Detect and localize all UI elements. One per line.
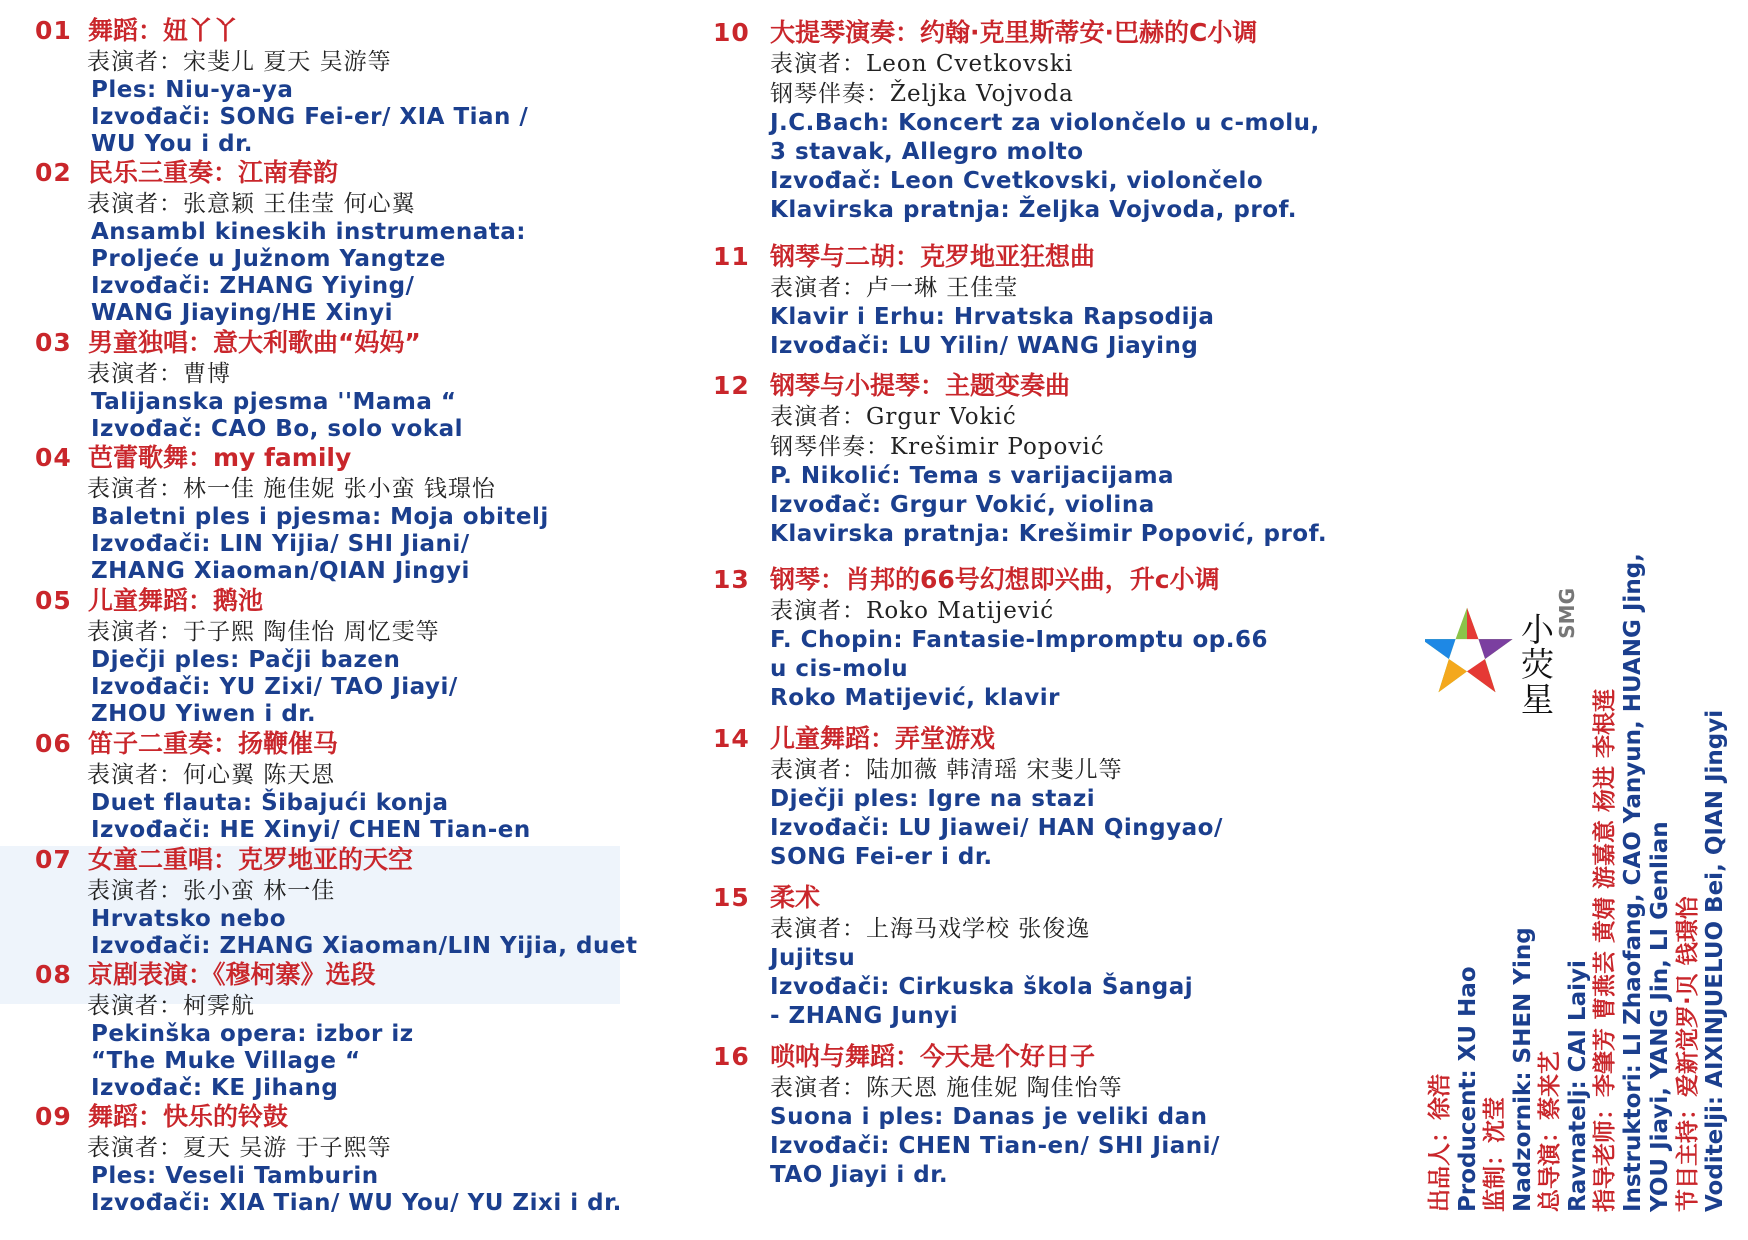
item-title: 儿童舞蹈：弄堂游戏 <box>770 724 996 753</box>
item-performers: 表演者：宋斐儿 夏天 吴游等 <box>87 49 392 75</box>
item-performers: 表演者：何心翼 陈天恩 <box>87 762 336 788</box>
item-number: 10 <box>713 18 750 47</box>
item-line: TAO Jiayi i dr. <box>770 1162 949 1188</box>
item-line: ZHOU Yiwen i dr. <box>91 701 317 727</box>
item-line: Izvođač: CAO Bo, solo vokal <box>91 416 464 442</box>
item-performers: 表演者：上海马戏学校 张俊逸 <box>770 916 1091 942</box>
item-number: 15 <box>713 883 750 912</box>
item-number: 12 <box>713 371 750 400</box>
item-performers: 表演者：Grgur Vokić <box>770 404 1017 430</box>
item-number: 11 <box>713 242 750 271</box>
item-line: Ples: Veseli Tamburin <box>91 1163 379 1189</box>
program-item-08 <box>0 958 414 1102</box>
item-performers: 表演者：柯霁航 <box>87 993 255 1019</box>
item-title: 钢琴：肖邦的66号幻想即兴曲，升c小调 <box>770 565 1220 594</box>
item-line: Suona i ples: Danas je veliki dan <box>770 1104 1208 1130</box>
item-accompanist: 钢琴伴奏：Željka Vojvoda <box>770 81 1074 107</box>
item-line: Proljeće u Južnom Yangtze <box>91 246 446 272</box>
credit-line: 节目主持：爱新觉罗·贝 钱璟怡 <box>1674 896 1701 1212</box>
item-line: Izvođač: Grgur Vokić, violina <box>770 492 1155 518</box>
credit-line: Producent: XU Hao <box>1454 966 1481 1212</box>
credit-line: Voditelji: AIXINJUELUO Bei, QIAN Jingyi <box>1702 709 1728 1212</box>
item-line: J.C.Bach: Koncert za violončelo u c-molu, <box>770 110 1320 136</box>
item-number: 13 <box>713 565 750 594</box>
credit-line: Nadzornik: SHEN Ying <box>1509 927 1536 1212</box>
item-line: Izvođači: LIN Yijia/ SHI Jiani/ <box>91 531 470 557</box>
item-line: P. Nikolić: Tema s varijacijama <box>770 463 1175 489</box>
credit-line: 出品人：徐浩 <box>1427 1074 1453 1212</box>
item-performers: 表演者：林一佳 施佳妮 张小蛮 钱璟怡 <box>87 476 496 502</box>
program-item-06 <box>0 727 531 844</box>
program-item-02 <box>0 156 526 327</box>
item-line: Izvođači: XIA Tian/ WU You/ YU Zixi i dr. <box>91 1190 622 1216</box>
item-performers: 表演者：卢一琳 王佳莹 <box>770 275 1019 301</box>
item-line: Izvođači: ZHANG Yiying/ <box>91 273 415 299</box>
credit-line: 总导演：蔡来艺 <box>1537 1051 1563 1212</box>
item-performers: 表演者：张意颖 王佳莹 何心翼 <box>87 191 416 217</box>
program-item-01 <box>0 14 528 158</box>
item-line: ZHANG Xiaoman/QIAN Jingyi <box>91 558 470 584</box>
item-title: 女童二重唱：克罗地亚的天空 <box>88 845 414 874</box>
item-title: 钢琴与二胡：克罗地亚狂想曲 <box>770 242 1096 271</box>
item-performers: 表演者：陈天恩 施佳妮 陶佳怡等 <box>770 1075 1123 1101</box>
program-item-16 <box>713 1040 1220 1190</box>
program-item-13 <box>713 563 1268 713</box>
credit-line: 监制：沈莹 <box>1482 1097 1508 1212</box>
item-line: - ZHANG Junyi <box>770 1003 959 1029</box>
program-item-15 <box>713 881 1193 1031</box>
program-item-09 <box>0 1100 622 1217</box>
item-title: 民乐三重奏：江南春韵 <box>88 158 339 187</box>
credit-line: 指导老师：李肇芳 曹燕芸 黄婧 游嘉意 杨进 李根莲 <box>1592 688 1618 1212</box>
item-title: 京剧表演：《穆柯寨》选段 <box>88 960 376 989</box>
item-line: Jujitsu <box>770 945 856 971</box>
item-line: Talijanska pjesma ''Mama “ <box>91 389 457 415</box>
item-line: Izvođači: ZHANG Xiaoman/LIN Yijia, duet <box>91 933 638 959</box>
program-item-04 <box>0 441 549 585</box>
item-title: 钢琴与小提琴：主题变奏曲 <box>770 371 1071 400</box>
item-line: F. Chopin: Fantasie-Impromptu op.66 <box>770 627 1268 653</box>
item-line: Izvođači: LU Yilin/ WANG Jiaying <box>770 333 1199 359</box>
item-performers: 表演者：陆加薇 韩清瑶 宋斐儿等 <box>770 757 1123 783</box>
item-line: Dječji ples: Igre na stazi <box>770 786 1096 812</box>
credit-line: Instruktori: LI Zhaofang, CAO Yanyun, HUANG Jing, <box>1619 553 1646 1212</box>
item-number: 08 <box>35 960 72 989</box>
program-item-14 <box>713 722 1223 872</box>
program-item-07 <box>0 843 637 960</box>
item-line: SONG Fei-er i dr. <box>770 844 993 870</box>
item-line: Ansambl kineskih instrumenata: <box>91 219 526 245</box>
item-line: Baletni ples i pjesma: Moja obitelj <box>91 504 549 530</box>
logo-text: 小荧星 <box>1516 612 1555 717</box>
item-number: 07 <box>35 845 72 874</box>
item-number: 06 <box>35 729 72 758</box>
item-title: 儿童舞蹈：鹅池 <box>88 586 264 615</box>
item-title: 大提琴演奏：约翰·克里斯蒂安·巴赫的C小调 <box>770 18 1258 47</box>
item-line: Duet flauta: Šibajući konja <box>91 790 449 816</box>
item-line: Izvođači: Cirkuska škola Šangaj <box>770 974 1194 1000</box>
item-line: Pekinška opera: izbor iz <box>91 1021 414 1047</box>
item-line: Izvođači: HE Xinyi/ CHEN Tian-en <box>91 817 531 843</box>
item-number: 02 <box>35 158 72 187</box>
credit-line: YOU Jiayi, YANG Jin, LI Genlian <box>1647 821 1673 1212</box>
item-title: 男童独唱：意大利歌曲“妈妈” <box>88 328 421 357</box>
item-number: 16 <box>713 1042 750 1071</box>
program-item-05 <box>0 584 458 728</box>
item-line: Izvođači: SONG Fei-er/ XIA Tian / <box>91 104 529 130</box>
item-line: Izvođači: LU Jiawei/ HAN Qingyao/ <box>770 815 1223 841</box>
item-line: Ples: Niu-ya-ya <box>91 77 294 103</box>
item-line: Roko Matijević, klavir <box>770 685 1060 711</box>
item-line: Izvođač: KE Jihang <box>91 1075 339 1101</box>
program-item-10 <box>713 16 1320 225</box>
item-line: Izvođači: YU Zixi/ TAO Jiayi/ <box>91 674 458 700</box>
item-number: 09 <box>35 1102 72 1131</box>
program-item-03 <box>0 326 463 443</box>
item-performers: 表演者：Leon Cvetkovski <box>770 51 1074 77</box>
item-performers: 表演者：张小蛮 林一佳 <box>87 878 336 904</box>
item-number: 14 <box>713 724 750 753</box>
item-line: Klavir i Erhu: Hrvatska Rapsodija <box>770 304 1215 330</box>
item-title: 舞蹈：妞丫丫 <box>88 16 239 45</box>
item-performers: 表演者：夏天 吴游 于子熙等 <box>87 1135 392 1161</box>
item-line: Dječji ples: Pačji bazen <box>91 647 401 673</box>
item-number: 03 <box>35 328 72 357</box>
item-number: 04 <box>35 443 72 472</box>
item-title: 柔术 <box>770 883 821 912</box>
item-line: 3 stavak, Allegro molto <box>770 139 1084 165</box>
logo-smg: SMG <box>1555 588 1579 639</box>
credit-line: Ravnatelj: CAI Laiyi <box>1564 960 1591 1212</box>
item-line: u cis-molu <box>770 656 909 682</box>
item-performers: 表演者：于子熙 陶佳怡 周忆雯等 <box>87 619 440 645</box>
item-number: 05 <box>35 586 72 615</box>
item-title: 笛子二重奏：扬鞭催马 <box>88 729 339 758</box>
item-line: Hrvatsko nebo <box>91 906 287 932</box>
credits-block <box>1427 52 1747 1212</box>
item-title: 舞蹈：快乐的铃鼓 <box>88 1102 289 1131</box>
item-line: WANG Jiaying/HE Xinyi <box>91 300 393 326</box>
program-item-11 <box>713 240 1214 361</box>
item-line: Izvođač: Leon Cvetkovski, violončelo <box>770 168 1264 194</box>
program-item-12 <box>713 369 1327 549</box>
item-accompanist: 钢琴伴奏：Krešimir Popović <box>770 434 1105 460</box>
item-line: Klavirska pratnja: Krešimir Popović, prof. <box>770 521 1328 547</box>
item-number: 01 <box>35 16 72 45</box>
item-title: 芭蕾歌舞：my family <box>88 443 352 472</box>
item-performers: 表演者：曹博 <box>87 361 231 387</box>
item-line: WU You i dr. <box>91 131 253 157</box>
item-line: Klavirska pratnja: Željka Vojvoda, prof. <box>770 197 1297 223</box>
item-line: “The Muke Village “ <box>91 1048 361 1074</box>
item-line: Izvođači: CHEN Tian-en/ SHI Jiani/ <box>770 1133 1220 1159</box>
item-title: 唢呐与舞蹈：今天是个好日子 <box>770 1042 1096 1071</box>
item-performers: 表演者：Roko Matijević <box>770 598 1055 624</box>
